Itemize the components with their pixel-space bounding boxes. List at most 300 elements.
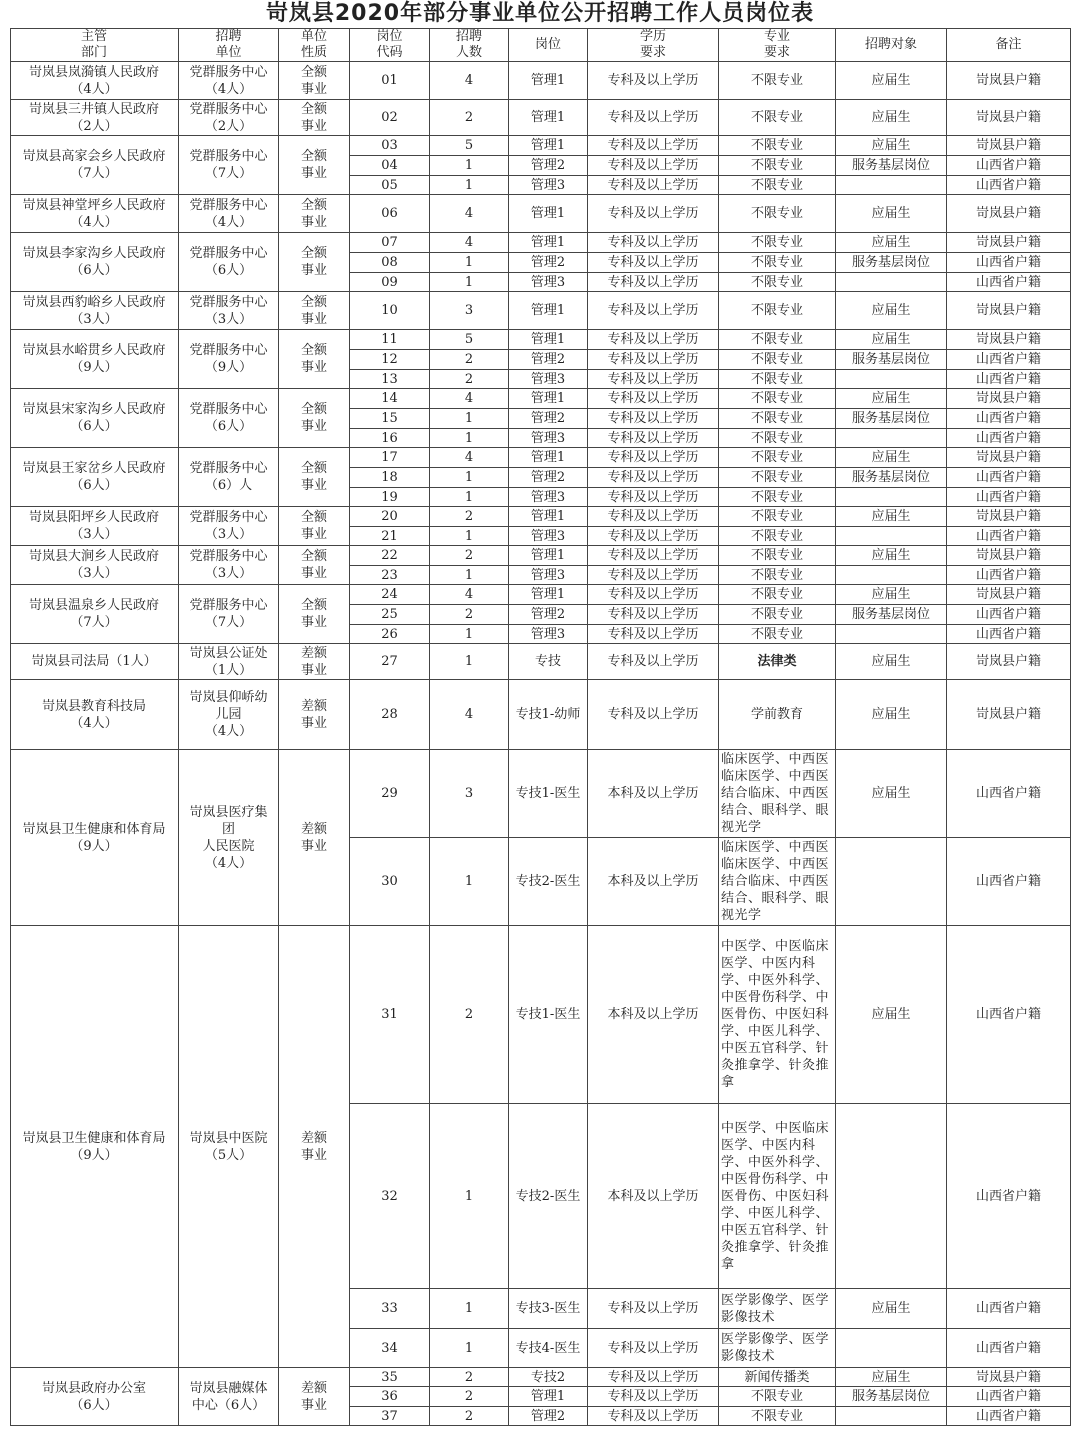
nature-cell xyxy=(279,100,350,136)
cell-num-text: 1 xyxy=(464,274,474,290)
cell-post-text: 管理1 xyxy=(530,391,566,406)
cell-edu xyxy=(588,292,719,330)
cell-edu xyxy=(588,273,719,292)
nature-cell xyxy=(279,448,350,507)
cell-num-text: 1 xyxy=(464,177,474,193)
header-dept xyxy=(10,28,179,62)
cell-num xyxy=(430,468,509,488)
cell-post xyxy=(509,350,588,370)
cell-major xyxy=(719,292,836,330)
cell-post-text: 管理3 xyxy=(530,177,566,193)
cell-edu xyxy=(588,1329,719,1368)
cell-num-text: 1 xyxy=(464,1188,474,1204)
cell-major xyxy=(719,100,836,136)
nature-cell xyxy=(279,585,350,644)
cell-post xyxy=(509,566,588,585)
cell-num xyxy=(430,507,509,527)
header-nature xyxy=(279,28,350,62)
cell-code-text: 17 xyxy=(381,450,398,465)
cell-target-text: 应届生 xyxy=(871,110,911,125)
cell-code-text: 24 xyxy=(381,587,398,602)
dept-cell xyxy=(10,448,179,507)
cell-post xyxy=(509,429,588,448)
cell-code xyxy=(350,156,430,176)
dept-cell-text: 岢岚县教育科技局 （4人） xyxy=(41,698,146,731)
cell-num-text: 2 xyxy=(464,1369,474,1385)
dept-cell-text: 岢岚县西豹峪乡人民政府 （3人） xyxy=(22,294,166,327)
cell-edu-text: 专科及以上学历 xyxy=(607,470,699,485)
cell-note xyxy=(947,100,1071,136)
cell-note xyxy=(947,527,1071,546)
cell-edu xyxy=(588,1368,719,1387)
cell-post xyxy=(509,448,588,468)
cell-note-text: 岢岚县户籍 xyxy=(975,707,1041,722)
cell-target xyxy=(836,195,947,233)
cell-note xyxy=(947,488,1071,507)
header-count xyxy=(430,28,509,62)
cell-major-text: 不限专业 xyxy=(750,235,803,250)
cell-code-text: 28 xyxy=(381,707,398,722)
cell-major xyxy=(719,1289,836,1329)
cell-major-text: 不限专业 xyxy=(750,73,803,88)
cell-num xyxy=(430,370,509,389)
cell-code xyxy=(350,1329,430,1368)
cell-edu xyxy=(588,585,719,605)
nature-cell-text: 全额 事业 xyxy=(300,246,327,278)
cell-note xyxy=(947,389,1071,409)
cell-note-text: 山西省户籍 xyxy=(975,528,1041,544)
dept-cell-text: 岢岚县神堂坪乡人民政府 （4人） xyxy=(22,197,166,230)
cell-target xyxy=(836,605,947,625)
cell-edu xyxy=(588,62,719,100)
cell-num xyxy=(430,546,509,566)
cell-edu-text: 专科及以上学历 xyxy=(607,528,699,544)
cell-target-text: 应届生 xyxy=(871,450,911,465)
cell-edu-text: 专科及以上学历 xyxy=(607,450,699,465)
unit-cell-text: 党群服务中心 （7人） xyxy=(189,598,268,630)
cell-code xyxy=(350,680,430,750)
cell-note xyxy=(947,625,1071,644)
cell-num-text: 1 xyxy=(464,626,474,642)
cell-edu xyxy=(588,468,719,488)
dept-cell xyxy=(10,585,179,644)
dept-cell xyxy=(10,136,179,195)
cell-code-text: 34 xyxy=(381,1340,398,1356)
dept-cell-text: 岢岚县卫生健康和体育局 （9人） xyxy=(22,821,166,854)
cell-note xyxy=(947,507,1071,527)
cell-num xyxy=(430,1289,509,1329)
cell-code-text: 11 xyxy=(381,332,398,347)
cell-major xyxy=(719,1407,836,1426)
cell-major-text: 不限专业 xyxy=(750,206,803,221)
header-post-text: 岗位 xyxy=(534,36,561,52)
cell-edu-text: 专科及以上学历 xyxy=(607,1408,699,1424)
cell-target-text: 应届生 xyxy=(871,138,911,153)
cell-post xyxy=(509,136,588,156)
cell-note-text: 岢岚县户籍 xyxy=(975,235,1041,250)
cell-post xyxy=(509,62,588,100)
cell-target xyxy=(836,176,947,195)
cell-code-text: 30 xyxy=(381,874,398,889)
cell-post xyxy=(509,546,588,566)
cell-edu xyxy=(588,330,719,350)
cell-major-text: 中医学、中医临床医学、中医内科学、中医外科学、中医骨伤科学、中医骨伤、中医妇科学、中医儿科学、中医五官科学、针灸推拿学、针灸推拿 xyxy=(721,939,830,1090)
cell-major-text: 不限专业 xyxy=(750,567,803,583)
cell-target xyxy=(836,468,947,488)
cell-major-text: 不限专业 xyxy=(750,255,803,270)
cell-num-text: 1 xyxy=(464,158,474,173)
cell-edu-text: 本科及以上学历 xyxy=(607,874,699,889)
cell-post-text: 专技2-医生 xyxy=(515,874,581,889)
cell-target xyxy=(836,409,947,429)
cell-edu-text: 专科及以上学历 xyxy=(607,177,699,193)
cell-edu-text: 专科及以上学历 xyxy=(607,332,699,347)
header-code xyxy=(350,28,430,62)
cell-edu-text: 专科及以上学历 xyxy=(607,255,699,270)
cell-edu xyxy=(588,566,719,585)
cell-edu xyxy=(588,750,719,838)
cell-note xyxy=(947,62,1071,100)
cell-code-text: 04 xyxy=(381,158,398,173)
cell-note-text: 山西省户籍 xyxy=(975,371,1041,387)
cell-code-text: 16 xyxy=(381,430,398,446)
cell-code-text: 22 xyxy=(381,548,398,563)
cell-code-text: 15 xyxy=(381,411,398,426)
cell-post xyxy=(509,750,588,838)
nature-cell-text: 差额 事业 xyxy=(300,1380,327,1413)
cell-major xyxy=(719,680,836,750)
cell-post-text: 专技3-医生 xyxy=(515,1301,581,1316)
cell-note xyxy=(947,1368,1071,1387)
cell-target xyxy=(836,448,947,468)
cell-edu-text: 本科及以上学历 xyxy=(607,1007,699,1022)
cell-major xyxy=(719,566,836,585)
cell-major-text: 学前教育 xyxy=(750,707,803,722)
cell-code xyxy=(350,488,430,507)
cell-edu xyxy=(588,136,719,156)
header-target-text: 招聘对象 xyxy=(864,36,917,52)
cell-note-text: 山西省户籍 xyxy=(975,411,1041,426)
cell-target xyxy=(836,253,947,273)
cell-post-text: 管理3 xyxy=(530,626,566,642)
cell-num xyxy=(430,100,509,136)
cell-note-text: 山西省户籍 xyxy=(975,1389,1041,1404)
cell-code-text: 25 xyxy=(381,607,398,622)
nature-cell xyxy=(279,233,350,292)
nature-cell-text: 全额 事业 xyxy=(300,197,327,230)
cell-note-text: 山西省户籍 xyxy=(975,626,1041,642)
cell-edu-text: 专科及以上学历 xyxy=(607,1369,699,1385)
cell-post-text: 管理1 xyxy=(530,1389,566,1404)
unit-cell-text: 党群服务中心 （4人） xyxy=(189,197,268,230)
cell-post-text: 专技2-医生 xyxy=(515,1188,581,1204)
nature-cell xyxy=(279,926,350,1368)
cell-major-text: 不限专业 xyxy=(750,371,803,387)
cell-post xyxy=(509,409,588,429)
nature-cell xyxy=(279,680,350,750)
cell-edu-text: 专科及以上学历 xyxy=(607,391,699,406)
nature-cell xyxy=(279,546,350,585)
cell-edu-text: 专科及以上学历 xyxy=(607,1389,699,1404)
nature-cell-text: 全额 事业 xyxy=(300,101,327,134)
cell-note-text: 山西省户籍 xyxy=(975,1188,1041,1204)
unit-cell xyxy=(179,926,279,1368)
cell-num-text: 2 xyxy=(464,352,474,367)
cell-num xyxy=(430,409,509,429)
recruitment-table xyxy=(10,28,1071,1424)
cell-edu xyxy=(588,195,719,233)
cell-code xyxy=(350,507,430,527)
cell-major-text: 不限专业 xyxy=(750,470,803,485)
cell-target xyxy=(836,330,947,350)
cell-major xyxy=(719,62,836,100)
cell-major-text: 不限专业 xyxy=(750,548,803,563)
cell-post-text: 管理1 xyxy=(530,73,566,88)
cell-edu-text: 本科及以上学历 xyxy=(607,786,699,801)
nature-cell xyxy=(279,292,350,330)
cell-note xyxy=(947,350,1071,370)
cell-note xyxy=(947,566,1071,585)
cell-major xyxy=(719,605,836,625)
cell-code-text: 20 xyxy=(381,509,398,524)
cell-target xyxy=(836,585,947,605)
cell-code-text: 06 xyxy=(381,206,398,221)
header-post xyxy=(509,28,588,62)
cell-edu xyxy=(588,409,719,429)
cell-num-text: 2 xyxy=(464,509,474,524)
cell-note xyxy=(947,926,1071,1104)
cell-major xyxy=(719,1104,836,1289)
cell-note-text: 岢岚县户籍 xyxy=(975,450,1041,465)
cell-code xyxy=(350,448,430,468)
cell-code xyxy=(350,409,430,429)
cell-post-text: 专技 xyxy=(534,654,561,669)
cell-code xyxy=(350,100,430,136)
cell-note-text: 山西省户籍 xyxy=(975,470,1041,485)
cell-major-text: 不限专业 xyxy=(750,489,803,505)
cell-code xyxy=(350,233,430,253)
header-note xyxy=(947,28,1071,62)
cell-post xyxy=(509,176,588,195)
cell-num xyxy=(430,625,509,644)
cell-code-text: 19 xyxy=(381,489,398,505)
dept-cell-text: 岢岚县阳坪乡人民政府 （3人） xyxy=(28,510,159,542)
cell-num-text: 4 xyxy=(464,73,474,88)
cell-edu xyxy=(588,546,719,566)
cell-code-text: 29 xyxy=(381,786,398,801)
cell-post-text: 管理2 xyxy=(530,411,566,426)
nature-cell-text: 全额 事业 xyxy=(300,402,327,434)
cell-num-text: 5 xyxy=(464,138,474,153)
cell-major-text: 不限专业 xyxy=(750,110,803,125)
unit-cell-text: 党群服务中心 （6）人 xyxy=(189,461,268,493)
cell-code xyxy=(350,1407,430,1426)
cell-target-text: 应届生 xyxy=(871,303,911,318)
header-unit-text: 招聘 单位 xyxy=(215,28,242,60)
cell-edu-text: 专科及以上学历 xyxy=(607,73,699,88)
cell-major xyxy=(719,370,836,389)
unit-cell xyxy=(179,546,279,585)
cell-target-text: 应届生 xyxy=(871,235,911,250)
cell-target-text: 应届生 xyxy=(871,587,911,602)
cell-major xyxy=(719,195,836,233)
unit-cell xyxy=(179,233,279,292)
cell-edu xyxy=(588,527,719,546)
cell-major-text: 不限专业 xyxy=(750,138,803,153)
cell-major xyxy=(719,409,836,429)
cell-code-text: 09 xyxy=(381,274,398,290)
dept-cell xyxy=(10,926,179,1368)
unit-cell-text: 岢岚县医疗集 团 人民医院 （4人） xyxy=(189,804,268,871)
cell-num xyxy=(430,605,509,625)
cell-edu-text: 本科及以上学历 xyxy=(607,1188,699,1204)
cell-major xyxy=(719,750,836,838)
dept-cell xyxy=(10,750,179,926)
unit-cell xyxy=(179,100,279,136)
page-title: 岢岚县2020年部分事业单位公开招聘工作人员岗位表 xyxy=(265,1,815,26)
cell-note xyxy=(947,136,1071,156)
cell-num-text: 1 xyxy=(464,1301,474,1316)
cell-code-text: 10 xyxy=(381,303,398,318)
nature-cell-text: 全额 事业 xyxy=(300,343,327,375)
cell-note xyxy=(947,195,1071,233)
cell-note-text: 岢岚县户籍 xyxy=(975,138,1041,153)
header-count-text: 招聘 人数 xyxy=(455,28,482,60)
cell-edu-text: 专科及以上学历 xyxy=(607,626,699,642)
cell-num xyxy=(430,330,509,350)
cell-target-text: 应届生 xyxy=(871,391,911,406)
cell-target xyxy=(836,370,947,389)
cell-target xyxy=(836,292,947,330)
nature-cell xyxy=(279,1368,350,1426)
cell-code xyxy=(350,605,430,625)
cell-major xyxy=(719,448,836,468)
cell-post xyxy=(509,233,588,253)
cell-edu xyxy=(588,350,719,370)
cell-major xyxy=(719,507,836,527)
cell-post-text: 管理3 xyxy=(530,371,566,387)
cell-target-text: 应届生 xyxy=(871,1301,911,1316)
nature-cell-text: 差额 事业 xyxy=(300,1130,327,1163)
cell-major xyxy=(719,273,836,292)
cell-num xyxy=(430,253,509,273)
cell-target-text: 应届生 xyxy=(871,786,911,801)
cell-post-text: 管理2 xyxy=(530,470,566,485)
cell-post xyxy=(509,292,588,330)
dept-cell-text: 岢岚县水峪贯乡人民政府 （9人） xyxy=(22,343,166,375)
cell-target xyxy=(836,750,947,838)
cell-code xyxy=(350,136,430,156)
nature-cell-text: 全额 事业 xyxy=(300,598,327,630)
cell-num xyxy=(430,233,509,253)
cell-major xyxy=(719,468,836,488)
nature-cell-text: 差额 事业 xyxy=(300,821,327,854)
cell-code xyxy=(350,1368,430,1387)
cell-post xyxy=(509,507,588,527)
cell-post xyxy=(509,680,588,750)
cell-code xyxy=(350,585,430,605)
unit-cell xyxy=(179,292,279,330)
cell-num-text: 1 xyxy=(464,654,474,669)
cell-post-text: 专技1-幼师 xyxy=(515,707,581,722)
header-nature-text: 单位 性质 xyxy=(300,28,327,60)
cell-major-text: 临床医学、中西医临床医学、中西医结合临床、中西医结合、眼科学、眼视光学 xyxy=(721,840,830,923)
cell-post xyxy=(509,370,588,389)
cell-major-text: 不限专业 xyxy=(750,391,803,406)
cell-num xyxy=(430,527,509,546)
unit-cell xyxy=(179,507,279,546)
cell-post-text: 管理2 xyxy=(530,352,566,367)
cell-code xyxy=(350,350,430,370)
cell-post-text: 管理1 xyxy=(530,206,566,221)
cell-post-text: 管理1 xyxy=(530,138,566,153)
cell-target xyxy=(836,100,947,136)
cell-edu xyxy=(588,370,719,389)
dept-cell xyxy=(10,292,179,330)
cell-note xyxy=(947,292,1071,330)
cell-major-text: 不限专业 xyxy=(750,274,803,290)
cell-code xyxy=(350,566,430,585)
cell-num-text: 1 xyxy=(464,470,474,485)
cell-post xyxy=(509,527,588,546)
cell-note-text: 山西省户籍 xyxy=(975,1301,1041,1316)
cell-edu xyxy=(588,1407,719,1426)
cell-code-text: 37 xyxy=(381,1408,398,1424)
cell-code-text: 12 xyxy=(381,352,398,367)
cell-target-text: 应届生 xyxy=(871,654,911,669)
cell-post xyxy=(509,1368,588,1387)
cell-code xyxy=(350,389,430,409)
cell-note-text: 山西省户籍 xyxy=(975,567,1041,583)
cell-num xyxy=(430,273,509,292)
unit-cell xyxy=(179,389,279,448)
cell-edu xyxy=(588,1387,719,1407)
cell-edu-text: 专科及以上学历 xyxy=(607,430,699,446)
dept-cell-text: 岢岚县三井镇人民政府 （2人） xyxy=(28,101,159,134)
cell-edu xyxy=(588,389,719,409)
cell-edu xyxy=(588,680,719,750)
cell-code xyxy=(350,370,430,389)
dept-cell xyxy=(10,389,179,448)
cell-post xyxy=(509,389,588,409)
unit-cell-text: 党群服务中心 （3人） xyxy=(189,549,268,581)
cell-edu xyxy=(588,605,719,625)
cell-num xyxy=(430,926,509,1104)
cell-code-text: 01 xyxy=(381,73,398,88)
cell-note-text: 山西省户籍 xyxy=(975,874,1041,889)
cell-target xyxy=(836,1104,947,1289)
cell-post xyxy=(509,1407,588,1426)
cell-code-text: 14 xyxy=(381,391,398,406)
cell-target xyxy=(836,1329,947,1368)
cell-target xyxy=(836,838,947,926)
cell-target-text: 服务基层岗位 xyxy=(851,158,930,173)
cell-num xyxy=(430,292,509,330)
cell-code xyxy=(350,750,430,838)
cell-note xyxy=(947,1407,1071,1426)
cell-note xyxy=(947,429,1071,448)
cell-num-text: 2 xyxy=(464,110,474,125)
cell-note xyxy=(947,370,1071,389)
cell-edu xyxy=(588,176,719,195)
cell-edu-text: 专科及以上学历 xyxy=(607,274,699,290)
cell-major-text: 不限专业 xyxy=(750,352,803,367)
cell-note xyxy=(947,1289,1071,1329)
unit-cell-text: 岢岚县公证处 （1人） xyxy=(189,645,268,678)
cell-note xyxy=(947,273,1071,292)
cell-target-text: 应届生 xyxy=(871,509,911,524)
cell-post-text: 管理2 xyxy=(530,255,566,270)
